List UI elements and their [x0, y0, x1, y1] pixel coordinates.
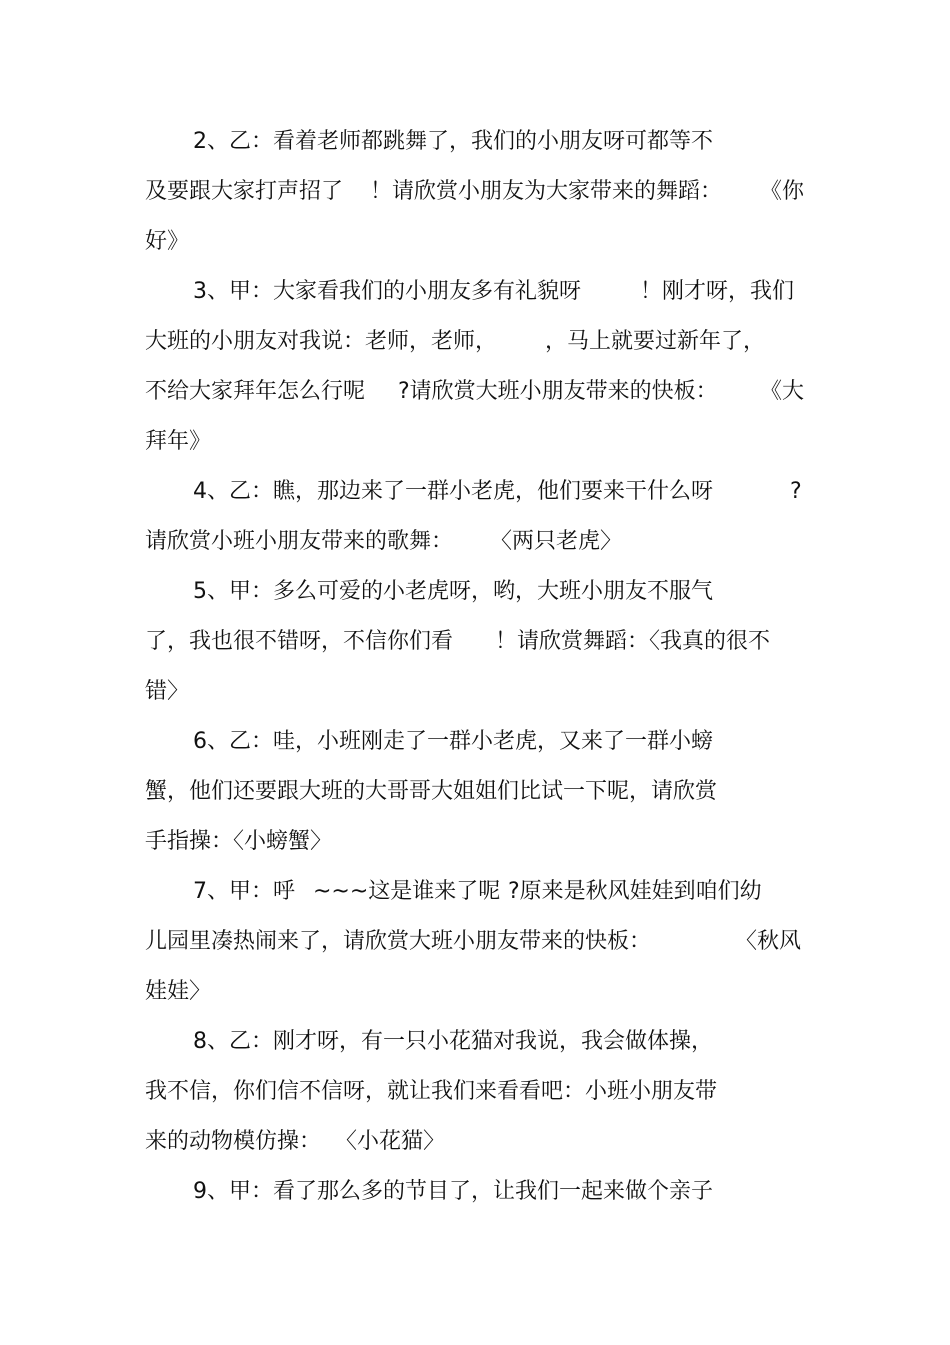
- text-segment: 6、乙：哇，小班刚走了一群小老虎，又来了一群小螃: [193, 729, 713, 754]
- text-segment: 〈秋风: [735, 929, 802, 954]
- paragraph-8-line-1: [0, 1027, 950, 1077]
- paragraph-6-line-1: [0, 727, 950, 777]
- text-segment: 《大: [760, 379, 805, 404]
- text-segment: 手指操：〈小螃蟹〉: [145, 829, 333, 854]
- text-segment: 〈两只老虎〉: [490, 529, 623, 554]
- text-segment: 《你: [760, 179, 805, 204]
- text-segment: 9、甲：看了那么多的节目了，让我们一起来做个亲子: [193, 1179, 713, 1204]
- text-segment: ?原来是秋风娃娃到咱们幼: [508, 879, 762, 904]
- paragraph-8-line-3: [0, 1127, 950, 1177]
- paragraph-2-line-1: [0, 127, 950, 177]
- text-segment: 及要跟大家打声招了: [145, 179, 344, 204]
- paragraph-3-line-1: [0, 277, 950, 327]
- paragraph-7-line-2: [0, 927, 950, 977]
- paragraph-4-line-2: [0, 527, 950, 577]
- text-segment: ！刚才呀，我们: [640, 279, 795, 304]
- paragraph-5-line-1: [0, 577, 950, 627]
- text-segment: ?请欣赏大班小朋友带来的快板：: [398, 379, 718, 404]
- paragraph-3-line-2: [0, 327, 950, 377]
- paragraph-8-line-2: [0, 1077, 950, 1127]
- text-segment: 蟹，他们还要跟大班的大哥哥大姐姐们比试一下呢，请欣赏: [145, 779, 718, 804]
- text-segment: ?: [790, 479, 802, 504]
- paragraph-3-line-4: [0, 427, 950, 477]
- text-segment: 请欣赏小班小朋友带来的歌舞：: [145, 529, 454, 554]
- text-segment: 了，我也很不错呀，不信你们看: [145, 629, 454, 654]
- paragraph-6-line-2: [0, 777, 950, 827]
- paragraph-6-line-3: [0, 827, 950, 877]
- text-segment: 大班的小朋友对我说：老师，老师，: [145, 329, 498, 354]
- paragraph-7-line-3: [0, 977, 950, 1027]
- text-segment: 8、乙：刚才呀，有一只小花猫对我说，我会做体操，: [193, 1029, 713, 1054]
- text-segment: 4、乙：瞧，那边来了一群小老虎，他们要来干什么呀: [193, 479, 713, 504]
- text-segment: 拜年》: [145, 429, 212, 454]
- paragraph-4-line-1: [0, 477, 950, 527]
- text-segment: 7、甲：呼: [193, 879, 295, 904]
- text-segment: 2、乙：看着老师都跳舞了，我们的小朋友呀可都等不: [193, 129, 713, 154]
- text-segment: ~~~这是谁来了呢: [313, 879, 501, 904]
- text-segment: 我不信，你们信不信呀，就让我们来看看吧：小班小朋友带: [145, 1079, 718, 1104]
- paragraph-2-line-2: [0, 177, 950, 227]
- text-segment: ，马上就要过新年了，: [545, 329, 766, 354]
- text-segment: 〈小花猫〉: [335, 1129, 446, 1154]
- text-segment: 娃娃〉: [145, 979, 212, 1004]
- paragraph-9-line-1: [0, 1177, 950, 1227]
- paragraph-2-line-3: [0, 227, 950, 277]
- paragraph-3-line-3: [0, 377, 950, 427]
- paragraph-5-line-2: [0, 627, 950, 677]
- paragraph-7-line-1: [0, 877, 950, 927]
- text-segment: 不给大家拜年怎么行呢: [145, 379, 366, 404]
- text-segment: 儿园里凑热闹来了，请欣赏大班小朋友带来的快板：: [145, 929, 652, 954]
- text-segment: 好》: [145, 229, 190, 254]
- text-segment: 来的动物模仿操：: [145, 1129, 322, 1154]
- text-segment: ！请欣赏小朋友为大家带来的舞蹈：: [370, 179, 723, 204]
- paragraph-5-line-3: [0, 677, 950, 727]
- text-segment: 3、甲：大家看我们的小朋友多有礼貌呀: [193, 279, 581, 304]
- text-segment: 5、甲：多么可爱的小老虎呀，哟，大班小朋友不服气: [193, 579, 713, 604]
- text-segment: 错〉: [145, 679, 190, 704]
- text-segment: ！请欣赏舞蹈：〈我真的很不: [495, 629, 771, 654]
